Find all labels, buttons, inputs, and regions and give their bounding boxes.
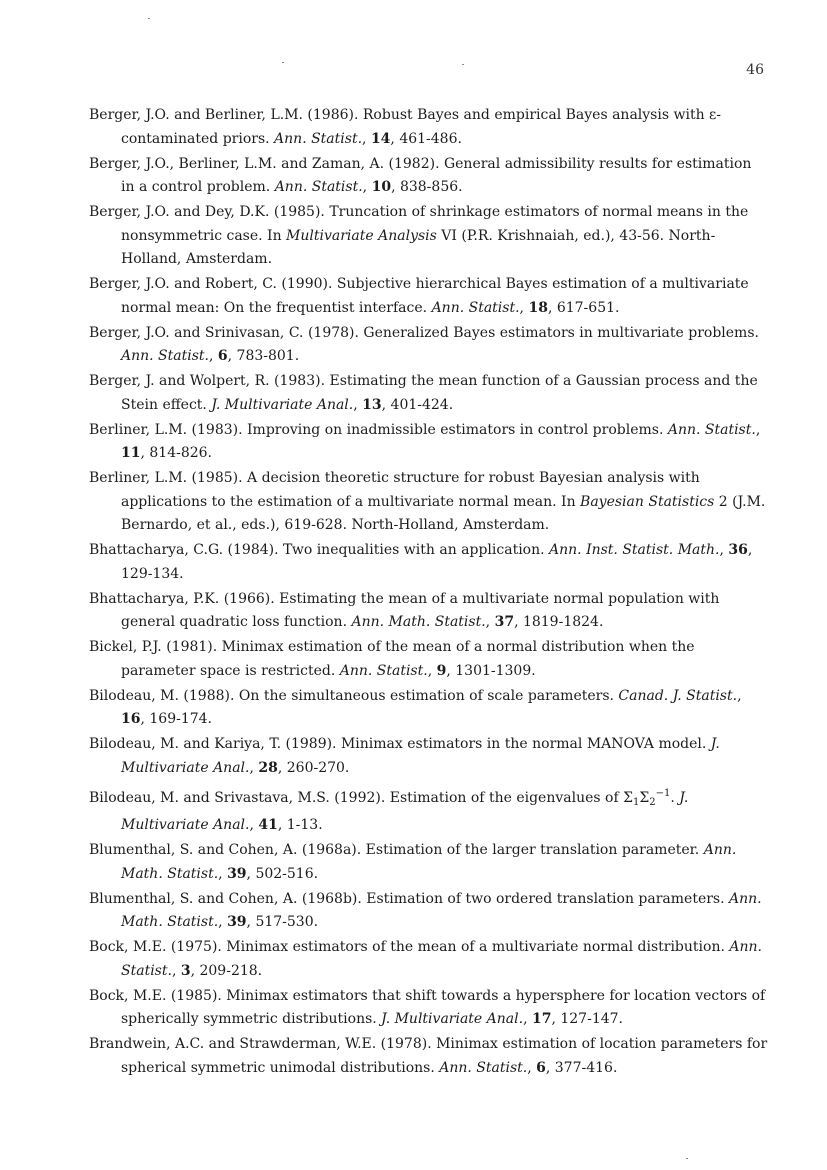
reference-list xyxy=(89,104,769,1082)
reference-text: Berger, J.O., Berliner, L.M. and Zaman, A. (1982). General admissibility results for estimation in a control problem. xyxy=(89,155,752,195)
reference-pages: , 401-424. xyxy=(381,396,454,413)
reference-text: , xyxy=(208,348,218,364)
reference-entry xyxy=(89,104,769,151)
scan-speck xyxy=(686,1158,688,1159)
reference-journal: J. Multivariate Anal. xyxy=(211,396,354,413)
reference-entry xyxy=(89,539,769,586)
reference-journal: Ann. Math. Statist. xyxy=(121,842,737,882)
reference-pages: , 838-856. xyxy=(391,179,463,195)
reference-entry xyxy=(89,419,769,466)
reference-journal: Ann. Statist. xyxy=(339,662,428,679)
reference-volume: 6 xyxy=(217,348,228,364)
reference-volume: 9 xyxy=(436,662,447,679)
reference-volume: 18 xyxy=(528,299,548,316)
reference-volume: 41 xyxy=(258,817,278,833)
reference-journal: Ann. Statist. xyxy=(274,179,363,195)
reference-text: , xyxy=(218,865,228,882)
reference-entry xyxy=(89,839,769,886)
reference-text: Bilodeau, M. and Srivastava, M.S. (1992). Estimation of the eigenvalues of xyxy=(89,789,624,806)
scan-speck xyxy=(148,18,150,19)
reference-text: , xyxy=(249,817,259,833)
reference-entry xyxy=(89,782,769,838)
reference-text: Bock, M.E. (1975). Minimax estimators of the mean of a multivariate normal distribution. xyxy=(89,939,730,955)
reference-volume: 16 xyxy=(121,711,141,727)
reference-text: , xyxy=(171,962,181,979)
reference-volume: 14 xyxy=(370,130,391,147)
reference-entry xyxy=(89,936,769,983)
reference-text: , xyxy=(485,614,495,630)
reference-journal: Multivariate Analysis xyxy=(286,227,437,244)
reference-text: Brandwein, A.C. and Strawderman, W.E. (1978). Minimax estimation of location parameters for spherical symmetric unimodal distributions. xyxy=(89,1036,768,1076)
reference-entry xyxy=(89,273,769,320)
reference-volume: 3 xyxy=(180,962,191,979)
reference-pages: , 260-270. xyxy=(277,759,350,776)
reference-journal: Ann. Statist. xyxy=(431,299,520,316)
reference-entry xyxy=(89,322,769,369)
reference-text: , xyxy=(249,759,259,776)
reference-pages: , 1819-1824. xyxy=(514,614,604,630)
reference-volume: 39 xyxy=(227,914,247,930)
reference-text: Berger, J.O. and Srinivasan, C. (1978). Generalized Bayes estimators in multivariate problems. xyxy=(89,324,759,341)
reference-entry xyxy=(89,733,769,780)
reference-pages: , 517-530. xyxy=(246,914,319,930)
reference-text: , xyxy=(362,179,372,195)
reference-pages: , 814-826. xyxy=(140,445,213,461)
reference-volume: 37 xyxy=(494,614,515,630)
reference-pages: , 169-174. xyxy=(140,711,213,727)
reference-pages: , 1-13. xyxy=(277,817,323,833)
scan-speck xyxy=(282,62,284,63)
reference-entry xyxy=(89,467,769,538)
reference-volume: 28 xyxy=(258,759,278,776)
reference-text: Bock, M.E. (1985). Minimax estimators that shift towards a hypersphere for location vectors of spherically symmetric distributions. xyxy=(89,987,766,1027)
reference-journal: Bayesian Statistics xyxy=(580,493,715,510)
reference-volume: 39 xyxy=(227,865,247,882)
reference-entry xyxy=(89,636,769,683)
reference-text: 2 (J.M. Bernardo, et al., eds.), 619-628. North-Holland, Amsterdam. xyxy=(121,493,766,533)
reference-text: , xyxy=(719,542,729,558)
reference-pages: , 461-486. xyxy=(390,130,462,147)
reference-entry xyxy=(89,985,769,1032)
reference-entry xyxy=(89,888,769,935)
reference-pages: , 617-651. xyxy=(547,299,620,316)
reference-text: Bilodeau, M. and Kariya, T. (1989). Minimax estimators in the normal MANOVA model. xyxy=(89,736,711,752)
reference-pages: , 783-801. xyxy=(227,348,300,364)
reference-journal: Ann. Inst. Statist. Math. xyxy=(549,542,720,558)
reference-text: Blumenthal, S. and Cohen, A. (1968b). Estimation of two ordered translation parameters. xyxy=(89,890,730,907)
reference-text: Blumenthal, S. and Cohen, A. (1968a). Estimation of the larger translation parameter. xyxy=(89,842,704,858)
reference-journal: Ann. Statist. xyxy=(121,939,762,979)
reference-volume: 11 xyxy=(121,445,141,461)
reference-text: , xyxy=(362,130,371,147)
reference-journal: Ann. Statist. xyxy=(667,421,756,438)
reference-text: Berger, J.O. and Berliner, L.M. (1986). Robust Bayes and empirical Bayes analysis with ε-contaminated priors. xyxy=(89,107,722,147)
reference-text: , xyxy=(218,914,228,930)
reference-entry xyxy=(89,588,769,635)
scan-speck xyxy=(462,64,464,65)
reference-entry xyxy=(89,370,769,417)
reference-text: Bilodeau, M. (1988). On the simultaneous estimation of scale parameters. xyxy=(89,687,619,704)
reference-journal: J. Multivariate Anal. xyxy=(121,789,689,833)
reference-journal: Canad. J. Statist. xyxy=(618,687,738,704)
reference-entry xyxy=(89,1033,769,1080)
reference-entry xyxy=(89,153,769,200)
reference-pages: , 502-516. xyxy=(246,865,319,882)
reference-volume: 17 xyxy=(531,1011,552,1027)
reference-journal: Ann. Math. Statist. xyxy=(121,890,762,930)
reference-text: Bickel, P.J. (1981). Minimax estimation of the mean of a normal distribution when the parameter space is restricted. xyxy=(89,639,695,679)
reference-volume: 36 xyxy=(728,542,748,558)
math-expression: $\Sigma_1\Sigma_2^{-1}$. xyxy=(623,787,680,808)
reference-journal: J. Multivariate Anal. xyxy=(121,736,720,776)
reference-pages: , 127-147. xyxy=(551,1011,623,1027)
reference-journal: J. Multivariate Anal. xyxy=(381,1011,524,1027)
reference-pages: , 377-416. xyxy=(545,1059,618,1076)
reference-volume: 6 xyxy=(536,1059,546,1076)
reference-text: Bhattacharya, C.G. (1984). Two inequalities with an application. xyxy=(89,542,550,558)
reference-pages: , 129-134. xyxy=(121,542,753,582)
page-number: 46 xyxy=(746,62,764,78)
reference-journal: Ann. Statist. xyxy=(439,1059,528,1076)
reference-text: Bhattacharya, P.K. (1966). Estimating the mean of a multivariate normal population with general quadratic loss function. xyxy=(89,590,720,630)
reference-journal: Ann. Statist. xyxy=(274,130,363,147)
reference-volume: 10 xyxy=(371,179,392,195)
reference-text: , xyxy=(755,421,761,438)
reference-pages: , 1301-1309. xyxy=(446,662,536,679)
reference-journal: Ann. Math. Statist. xyxy=(351,614,486,630)
reference-text: , xyxy=(527,1059,537,1076)
reference-text: Berger, J.O. and Robert, C. (1990). Subjective hierarchical Bayes estimation of a multivariate normal mean: On the frequentist interface. xyxy=(89,276,749,316)
reference-text: Berliner, L.M. (1983). Improving on inadmissible estimators in control problems. xyxy=(89,421,668,438)
reference-text: , xyxy=(737,687,742,704)
reference-text: , xyxy=(523,1011,532,1027)
reference-journal: Ann. Statist. xyxy=(121,348,209,364)
reference-text: , xyxy=(353,396,363,413)
reference-text: Berliner, L.M. (1985). A decision theoretic structure for robust Bayesian analysis with applications to the estimation of a multivariate normal mean. In xyxy=(89,470,700,510)
reference-pages: , 209-218. xyxy=(190,962,263,979)
reference-text: Berger, J. and Wolpert, R. (1983). Estimating the mean function of a Gaussian process and the Stein effect. xyxy=(89,373,758,413)
reference-entry xyxy=(89,685,769,732)
reference-text: VI (P.R. Krishnaiah, ed.), 43-56. North-Holland, Amsterdam. xyxy=(121,227,716,267)
reference-text: , xyxy=(427,662,437,679)
reference-text: Berger, J.O. and Dey, D.K. (1985). Truncation of shrinkage estimators of normal means in the nonsymmetric case. In xyxy=(89,204,749,244)
reference-volume: 13 xyxy=(362,396,382,413)
reference-entry xyxy=(89,201,769,272)
reference-text: , xyxy=(519,299,529,316)
